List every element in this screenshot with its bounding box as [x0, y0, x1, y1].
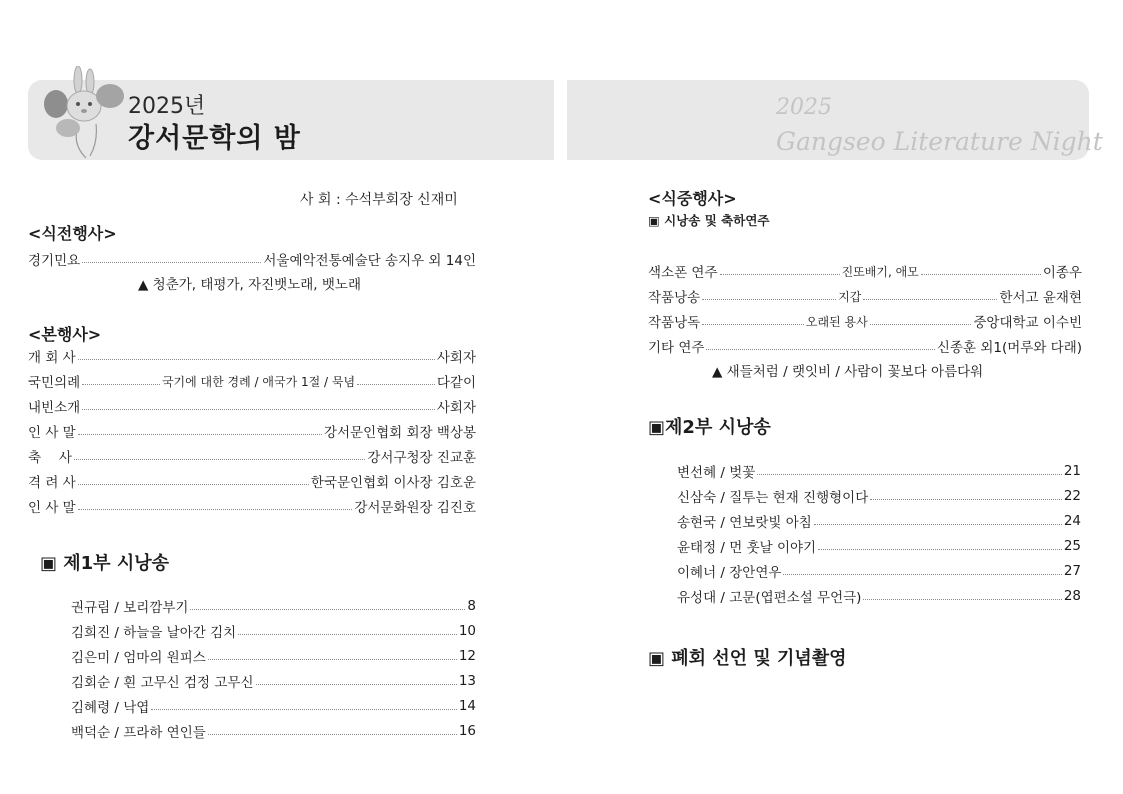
poem-row — [677, 511, 1081, 531]
program-row — [28, 471, 476, 491]
mc-line: 사 회 : 수석부회장 신재미 — [300, 192, 458, 208]
leader-dots — [863, 599, 1061, 600]
poem-title: 권규림 / 보리깜부기 — [71, 600, 189, 616]
mid-event-subheading: ▣ 시낭송 및 축하연주 — [648, 213, 770, 228]
program-row — [28, 346, 476, 366]
program-row — [28, 446, 476, 466]
page-number: 24 — [1063, 513, 1081, 529]
program-row — [648, 261, 1082, 281]
row-label: 인 사 말 — [28, 500, 76, 516]
song-note: ▲ 청춘가, 태평가, 자진뱃노래, 뱃노래 — [138, 277, 361, 293]
row-detail: 오래된 용사 — [805, 314, 868, 329]
leader-dots — [870, 499, 1062, 500]
event-title: 강서문학의 밤 — [128, 123, 301, 154]
page-number: 14 — [458, 698, 476, 714]
row-performer: 다같이 — [436, 375, 477, 391]
english-title: Gangseo Literature Night — [776, 127, 1103, 156]
leader-dots — [82, 409, 435, 410]
leader-dots — [702, 324, 804, 325]
row-detail: 진또배기, 애모 — [841, 264, 919, 279]
song-note: ▲ 새들처럼 / 랫잇비 / 사람이 꽃보다 아름다워 — [712, 364, 984, 380]
leader-dots — [921, 274, 1041, 275]
row-label: 개 회 사 — [28, 350, 76, 366]
pre-event-heading: <식전행사> — [28, 224, 117, 243]
part2-heading: ▣제2부 시낭송 — [648, 417, 771, 438]
english-year: 2025 — [776, 95, 832, 120]
row-label: 작품낭독 — [648, 315, 701, 331]
poem-row — [71, 621, 476, 641]
leader-dots — [208, 659, 457, 660]
leader-dots — [78, 359, 435, 360]
row-performer: 중앙대학교 이수빈 — [973, 315, 1083, 331]
leader-dots — [818, 549, 1062, 550]
page-number: 8 — [467, 598, 476, 614]
poem-row — [71, 696, 476, 716]
page-number: 28 — [1063, 588, 1081, 604]
poem-title: 김희진 / 하늘을 날아간 김치 — [71, 625, 237, 641]
leader-dots — [863, 299, 997, 300]
row-performer: 강서문화원장 김진호 — [354, 500, 476, 516]
row-performer: 사회자 — [436, 400, 476, 416]
row-performer: 한서고 윤재현 — [999, 290, 1082, 306]
poem-row — [71, 721, 476, 741]
row-label: 기타 연주 — [648, 340, 705, 356]
row-detail: 지갑 — [838, 289, 862, 304]
program-row — [648, 311, 1082, 331]
leader-dots — [720, 274, 840, 275]
leader-dots — [78, 509, 353, 510]
page-number: 22 — [1063, 488, 1081, 504]
row-label: 작품낭송 — [648, 290, 701, 306]
program-row — [648, 336, 1082, 356]
leader-dots — [256, 684, 457, 685]
program-row — [648, 286, 1082, 306]
page-number: 16 — [458, 723, 476, 739]
page-number: 25 — [1063, 538, 1081, 554]
row-label: 경기민요 — [28, 253, 81, 269]
row-performer: 강서문인협회 회장 백상봉 — [323, 425, 476, 441]
poem-row — [71, 596, 476, 616]
row-detail: 국기에 대한 경례 / 애국가 1절 / 묵념 — [161, 374, 356, 389]
event-year: 2025년 — [128, 94, 206, 119]
leader-dots — [151, 709, 456, 710]
row-label: 인 사 말 — [28, 425, 76, 441]
poem-title: 김회순 / 흰 고무신 검정 고무신 — [71, 675, 254, 691]
closing-heading: ▣ 폐회 선언 및 기념촬영 — [648, 648, 847, 669]
leader-dots — [190, 609, 465, 610]
program-row — [28, 496, 476, 516]
leader-dots — [783, 574, 1061, 575]
poem-row — [677, 586, 1081, 606]
row-performer: 이종우 — [1042, 265, 1082, 281]
poem-row — [677, 461, 1081, 481]
row-performer: 사회자 — [436, 350, 476, 366]
main-event-heading: <본행사> — [28, 325, 102, 344]
leader-dots — [82, 262, 261, 263]
rabbit-balloon-icon — [34, 66, 134, 162]
leader-dots — [870, 324, 972, 325]
program-row — [28, 371, 476, 391]
poem-row — [677, 561, 1081, 581]
page-number: 21 — [1063, 463, 1081, 479]
row-label: 국민의례 — [28, 375, 81, 391]
row-performer: 강서구청장 진교훈 — [367, 450, 476, 466]
program-row — [28, 249, 476, 269]
leader-dots — [74, 459, 366, 460]
poem-row — [71, 671, 476, 691]
page-number: 27 — [1063, 563, 1081, 579]
leader-dots — [706, 349, 934, 350]
poem-title: 변선혜 / 벚꽃 — [677, 465, 756, 481]
poem-title: 유성대 / 고문(엽편소설 무언극) — [677, 590, 862, 606]
leader-dots — [814, 524, 1062, 525]
leader-dots — [82, 384, 160, 385]
page-number: 12 — [458, 648, 476, 664]
leader-dots — [208, 734, 457, 735]
row-label: 격 려 사 — [28, 475, 76, 491]
program-row — [28, 396, 476, 416]
leader-dots — [238, 634, 457, 635]
page-number: 13 — [458, 673, 476, 689]
poem-title: 김은미 / 엄마의 원피스 — [71, 650, 206, 666]
part1-heading: ▣ 제1부 시낭송 — [40, 553, 170, 574]
poem-title: 신삼숙 / 질투는 현재 진행형이다 — [677, 490, 869, 506]
poem-title: 송현국 / 연보랏빛 아침 — [677, 515, 812, 531]
row-label: 내빈소개 — [28, 400, 81, 416]
leader-dots — [78, 434, 322, 435]
leader-dots — [78, 484, 309, 485]
poem-title: 윤태정 / 먼 훗날 이야기 — [677, 540, 817, 556]
mid-event-heading: <식중행사> — [648, 189, 737, 208]
poem-row — [677, 536, 1081, 556]
poem-row — [677, 486, 1081, 506]
leader-dots — [757, 474, 1061, 475]
page-number: 10 — [458, 623, 476, 639]
leader-dots — [702, 299, 836, 300]
poem-title: 김혜령 / 낙엽 — [71, 700, 150, 716]
row-performer: 신종훈 외1(머루와 다래) — [936, 340, 1082, 356]
row-label: 색소폰 연주 — [648, 265, 718, 281]
row-performer: 서울예악전통예술단 송지우 외 14인 — [263, 253, 476, 269]
poem-title: 백덕순 / 프라하 연인들 — [71, 725, 206, 741]
poem-row — [71, 646, 476, 666]
row-performer: 한국문인협회 이사장 김호운 — [310, 475, 476, 491]
program-row — [28, 421, 476, 441]
row-label: 축 사 — [28, 450, 72, 466]
poem-title: 이혜너 / 장안연우 — [677, 565, 782, 581]
leader-dots — [357, 384, 435, 385]
